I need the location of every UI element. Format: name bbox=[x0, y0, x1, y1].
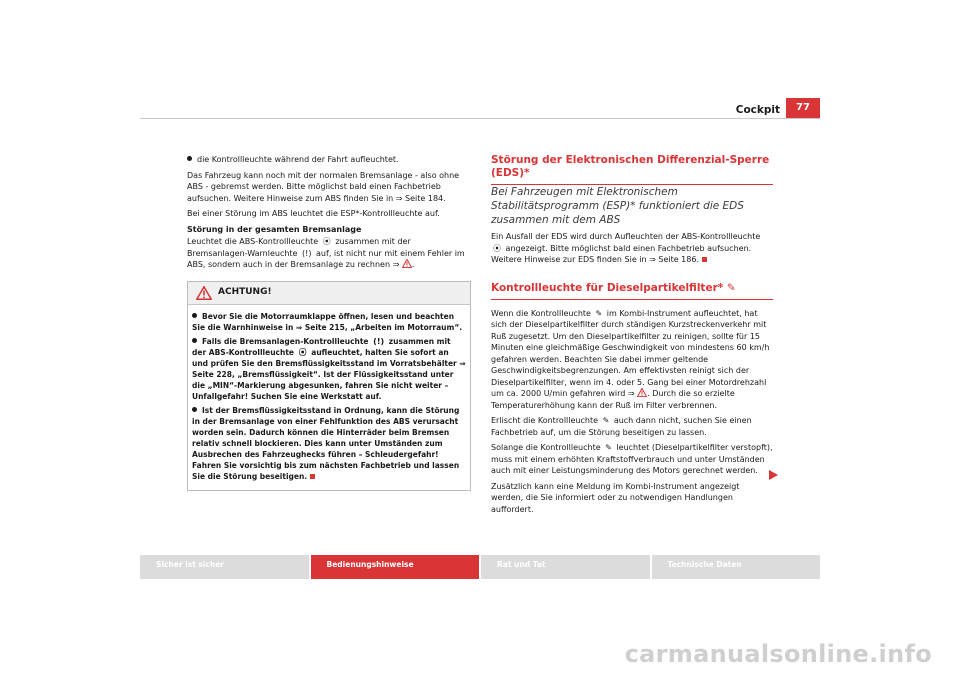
warning-bullet-1: Bevor Sie die Motorraumklappe öffnen, lesen und beachten Sie die Warnhinweise in ⇒ Seite 215, „Arbeiten im Motorraum“. bbox=[192, 311, 463, 332]
abs-warning-icon: ⦿ bbox=[298, 347, 307, 357]
brake-warning-icon: (!) bbox=[373, 336, 385, 346]
brake-subheading: Störung in der gesamten Bremsanlage bbox=[187, 224, 362, 234]
filter-lamp-icon: ✎ bbox=[726, 281, 736, 294]
header-rule bbox=[140, 118, 820, 119]
next-page-arrow-icon[interactable] bbox=[769, 470, 778, 480]
section-end-icon bbox=[310, 474, 315, 479]
warning-title: ACHTUNG! bbox=[218, 286, 272, 297]
section-end-icon bbox=[702, 257, 707, 262]
dpf-paragraph-1: Wenn die Kontrollleuchte ✎ im Kombi-Instrument aufleuchtet, hat sich der Dieselpartikelfilter durch ständigen Kurzstreckenverkehr mit Ruß zugesetzt. Um den Dieselpartikelfilter zu reinigen, sollte für 15 Minuten eine gleichmäßige Geschwindigkeit von mindestens 60 km/h gefahren werden. Beachten Sie dabei immer geltende Geschwindigkeitsbegrenzungen. Am effektivsten reinigt sich der Dieselpartikelfilter, wenn im 4. oder 5. Gang bei einer Motordrehzahl um ca. 2000 U/min gefahren wird ⇒ . Durch die so erzielte Temperaturerhöhung kann der Ruß im Filter verbrennen. bbox=[491, 308, 770, 410]
footer-tab-bedienungshinweise[interactable]: Bedienungshinweise bbox=[311, 555, 480, 579]
abs-warning-icon: ⦿ bbox=[493, 243, 501, 253]
filter-lamp-icon: ✎ bbox=[605, 443, 612, 452]
section-title-dpf: Kontrollleuchte für Dieselpartikelfilter* ✎ bbox=[491, 282, 773, 300]
warning-triangle-icon[interactable] bbox=[402, 259, 412, 268]
brake-warning-icon: (!) bbox=[302, 248, 312, 258]
page-number-badge: 77 bbox=[786, 98, 820, 118]
warning-header bbox=[188, 282, 470, 305]
footer-tab-sicher[interactable]: Sicher ist sicher bbox=[140, 555, 309, 579]
warning-triangle-icon[interactable] bbox=[637, 388, 647, 397]
section-subtitle-eds: Bei Fahrzeugen mit Elektronischem Stabilitätsprogramm (ESP)* funktioniert die EDS zusammen mit dem ABS bbox=[491, 186, 744, 226]
warning-box bbox=[187, 281, 471, 491]
dpf-paragraph-3: Solange die Kontrollleuchte ✎ leuchtet (Dieselpartikelfilter verstopft), muss mit einem erhöhten Kraftstoffverbrauch und unter Umständen auch mit einer Leistungsminderung des Motors gerechnet werden. bbox=[491, 443, 773, 475]
brake-paragraph: Leuchtet die ABS-Kontrollleuchte ⦿ zusammen mit der Bremsanlagen-Warnleuchte (!) auf, ist nicht nur mit einem Fehler im ABS, sondern auch in der Bremsanlage zu rechnen ⇒ . bbox=[187, 237, 465, 269]
filter-lamp-icon: ✎ bbox=[595, 308, 603, 318]
left-column bbox=[187, 154, 469, 491]
dpf-paragraph-2: Erlischt die Kontrollleuchte ✎ auch dann nicht, suchen Sie einen Fachbetrieb auf, um die Störung beseitigen zu lassen. bbox=[491, 416, 752, 437]
bullet-icon bbox=[192, 407, 197, 412]
warning-bullet-2: Falls die Bremsanlagen-Kontrollleuchte (!) zusammen mit der ABS-Kontrollleuchte ⦿ aufleuchtet, halten Sie sofort an und prüfen Sie den Bremsflüssigkeitsstand im Vorratsbehälter ⇒ Seite 228, „Bremsflüssigkeit“. Ist der Flüssigkeitsstand unter die „MIN“-Markierung abgesunken, fahren Sie nicht weiter – Unfallgefahr! Suchen Sie eine Werkstatt auf. bbox=[192, 336, 466, 401]
bullet-icon bbox=[187, 156, 192, 161]
section-title-eds: Störung der Elektronischen Differenzial-Sperre (EDS)* bbox=[491, 154, 773, 185]
intro-bullet: die Kontrollleuchte während der Fahrt aufleuchtet. bbox=[187, 154, 469, 166]
abs-warning-icon: ⦿ bbox=[322, 237, 331, 246]
right-column bbox=[491, 154, 773, 519]
warning-triangle-icon bbox=[196, 286, 212, 300]
footer-nav bbox=[140, 555, 820, 579]
page-title: Cockpit bbox=[735, 104, 780, 116]
watermark: carmanualsonline.info bbox=[624, 640, 932, 668]
eds-paragraph: Ein Ausfall der EDS wird durch Aufleuchten der ABS-Kontrollleuchte ⦿ angezeigt. Bitte möglichst bald einen Fachbetrieb aufsuchen. Weitere Hinweise zur EDS finden Sie in ⇒ Seite 186. bbox=[491, 232, 761, 264]
footer-tab-rat-und-tat[interactable]: Rat und Tat bbox=[481, 555, 650, 579]
warning-bullet-3: Ist der Bremsflüssigkeitsstand in Ordnung, kann die Störung in der Bremsanlage von einer Fehlfunktion des ABS verursacht worden sein. Dadurch können die Hinterräder beim Bremsen relativ schnell blockieren. Dies kann unter Umständen zum Ausbrechen des Fahrzeughecks führen – Schleudergefahr! Fahren Sie vorsichtig bis zum nächsten Fachbetrieb und lassen Sie die Störung beseitigen. bbox=[192, 405, 460, 481]
filter-lamp-icon: ✎ bbox=[602, 416, 610, 425]
footer-tab-technische-daten[interactable]: Technische Daten bbox=[652, 555, 821, 579]
bullet-icon bbox=[192, 313, 197, 318]
abs-paragraph-1: Das Fahrzeug kann noch mit der normalen Bremsanlage - also ohne ABS - gebremst werden. Bitte möglichst bald einen Fachbetrieb aufsuchen. Weitere Hinweise zum ABS finden Sie in ⇒ Seite 184. bbox=[187, 170, 460, 203]
abs-paragraph-2: Bei einer Störung im ABS leuchtet die ESP*-Kontrollleuchte auf. bbox=[187, 209, 440, 218]
warning-body bbox=[188, 305, 470, 490]
bullet-icon bbox=[192, 338, 197, 343]
dpf-paragraph-4: Zusätzlich kann eine Meldung im Kombi-Instrument angezeigt werden, die Sie informiert oder zu notwendigen Handlungen auffordert. bbox=[491, 481, 740, 514]
